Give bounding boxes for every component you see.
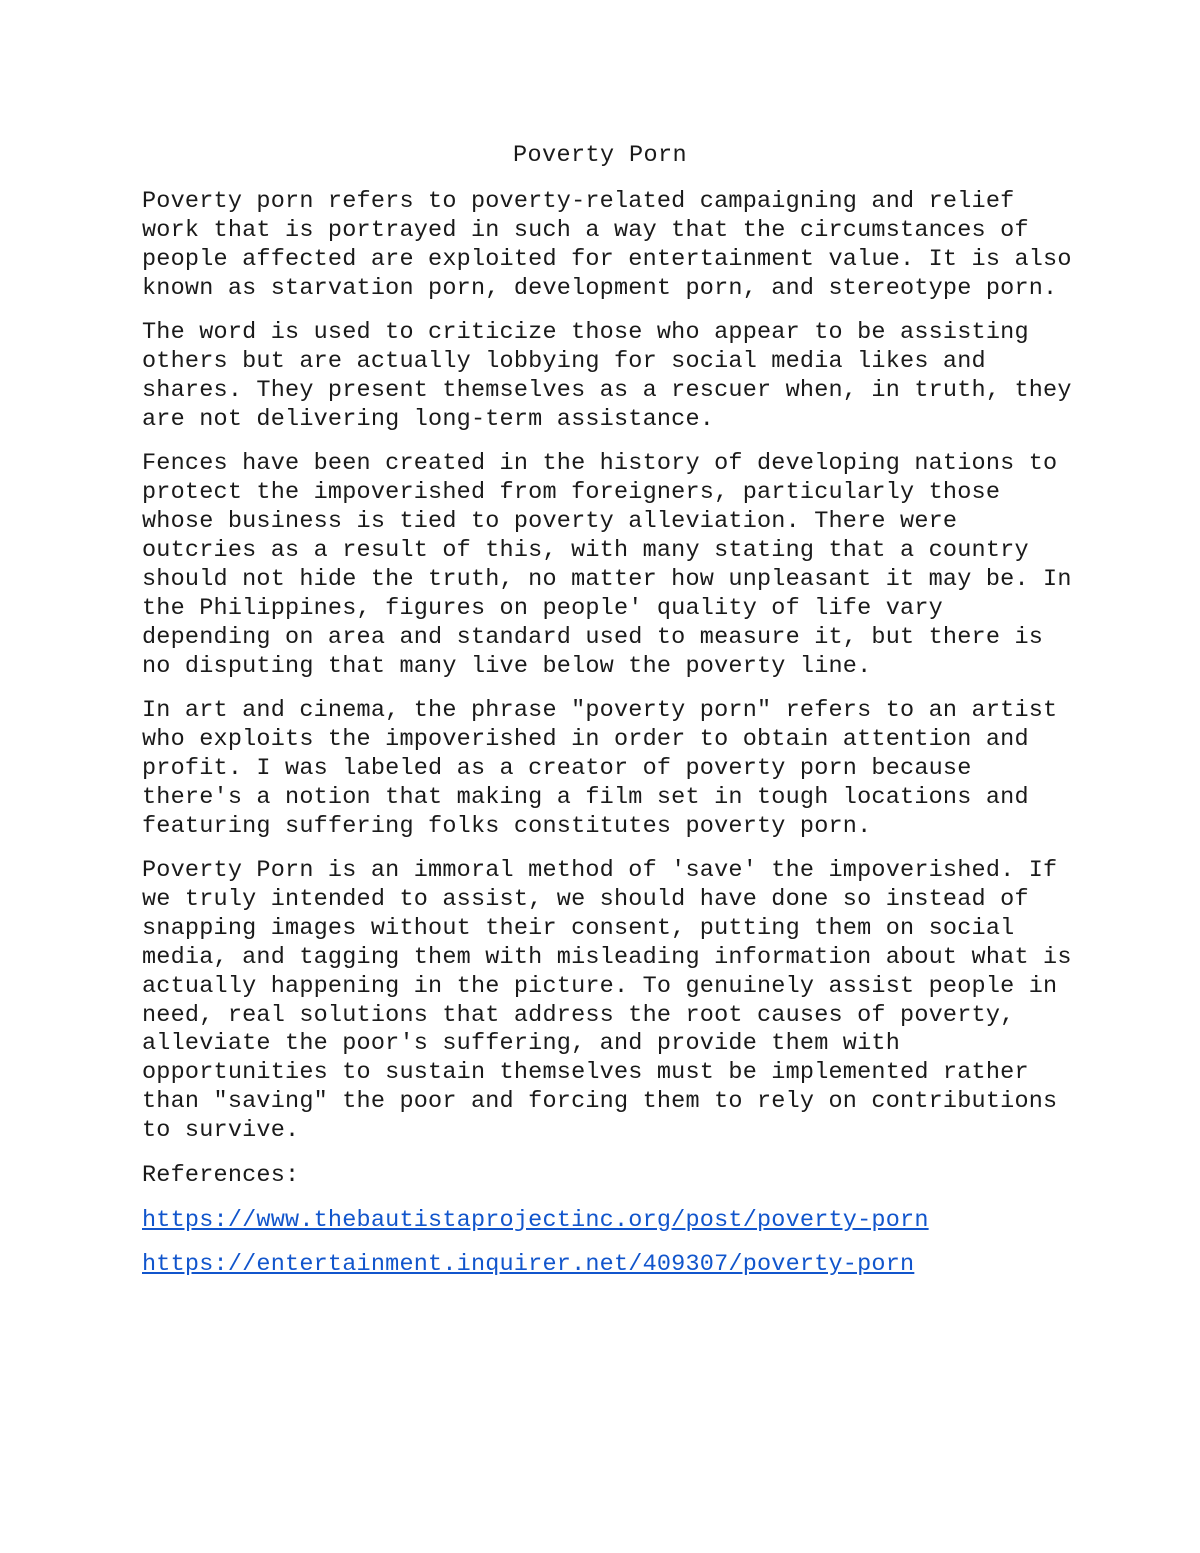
paragraph-line: whose business is tied to poverty alleviation. There were xyxy=(142,508,958,536)
paragraph-line: depending on area and standard used to measure it, but there is xyxy=(142,623,1044,651)
paragraph-line: Fences have been created in the history of developing nations to xyxy=(142,450,1058,478)
paragraph-line: In art and cinema, the phrase "poverty porn" refers to an artist xyxy=(142,697,1058,724)
paragraph-line: are not delivering long-term assistance. xyxy=(142,405,715,433)
paragraph-line: people affected are exploited for entertainment value. It is also xyxy=(142,245,1072,273)
paragraph-line: we truly intended to assist, we should have done so instead of xyxy=(142,885,1029,913)
paragraph-line: opportunities to sustain themselves must be implemented rather xyxy=(142,1059,1029,1087)
paragraph-line: than "saving" the poor and forcing them to rely on contributions xyxy=(142,1088,1058,1116)
paragraph-line: shares. They present themselves as a rescuer when, in truth, they xyxy=(142,376,1072,404)
paragraph-line: outcries as a result of this, with many stating that a country xyxy=(142,536,1029,564)
reference-link-1[interactable]: https://www.thebautistaprojectinc.org/post/poverty-porn xyxy=(142,1206,929,1234)
paragraph-line: The word is used to criticize those who appear to be assisting xyxy=(142,319,1029,347)
paragraph-line: media, and tagging them with misleading information about what is xyxy=(142,943,1072,971)
paragraph-line: actually happening in the picture. To genuinely assist people in xyxy=(142,972,1058,1000)
document-body xyxy=(142,188,1072,1295)
paragraph-line: should not hide the truth, no matter how unpleasant it may be. In xyxy=(142,565,1072,593)
paragraph-line: Poverty Porn is an immoral method of 'save' the impoverished. If xyxy=(142,857,1058,885)
document-title: Poverty Porn xyxy=(512,142,688,169)
paragraph-4 xyxy=(142,697,1072,842)
paragraph-5 xyxy=(142,857,1072,1146)
paragraph-3 xyxy=(142,450,1072,681)
paragraph-line: work that is portrayed in such a way that the circumstances of xyxy=(142,216,1029,244)
paragraph-line: snapping images without their consent, putting them on social xyxy=(142,914,1015,942)
paragraph-line: no disputing that many live below the poverty line. xyxy=(142,652,872,680)
paragraph-line: known as starvation porn, development porn, and stereotype porn. xyxy=(142,274,1058,302)
paragraph-line: need, real solutions that address the root causes of poverty, xyxy=(142,1001,1015,1029)
paragraph-1 xyxy=(142,188,1072,304)
paragraph-line: to survive. xyxy=(142,1117,300,1145)
paragraph-line: the Philippines, figures on people' quality of life vary xyxy=(142,594,943,622)
paragraph-line: others but are actually lobbying for social media likes and xyxy=(142,348,986,376)
paragraph-line: profit. I was labeled as a creator of poverty porn because xyxy=(142,754,972,782)
paragraph-line: there's a notion that making a film set in tough locations and xyxy=(142,783,1029,811)
paragraph-line: featuring suffering folks constitutes poverty porn. xyxy=(142,812,872,840)
paragraph-line: alleviate the poor's suffering, and provide them with xyxy=(142,1030,901,1058)
paragraph-line: Poverty porn refers to poverty-related campaigning and relief xyxy=(142,188,1015,215)
reference-link-2[interactable]: https://entertainment.inquirer.net/409307/poverty-porn xyxy=(142,1250,915,1278)
paragraph-2 xyxy=(142,319,1072,435)
references-heading: References: xyxy=(142,1161,300,1189)
paragraph-line: protect the impoverished from foreigners, particularly those xyxy=(142,479,1001,507)
paragraph-line: who exploits the impoverished in order to obtain attention and xyxy=(142,725,1029,753)
